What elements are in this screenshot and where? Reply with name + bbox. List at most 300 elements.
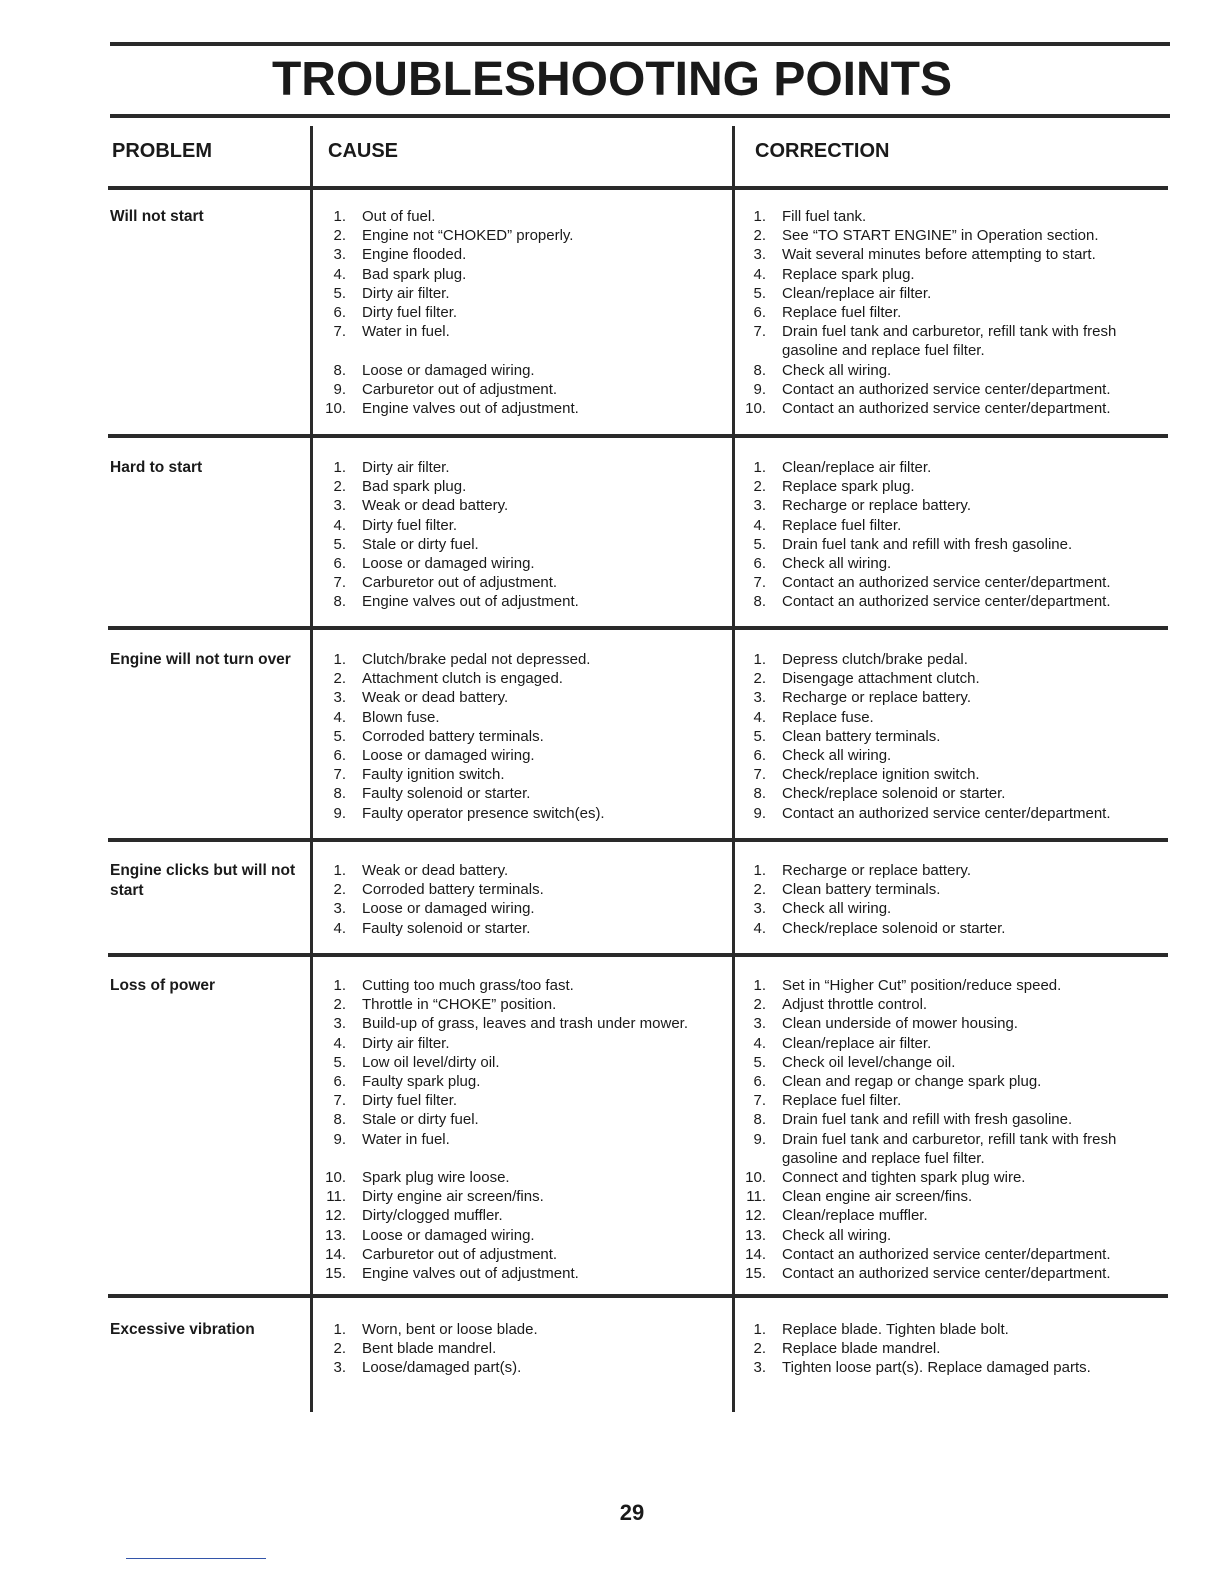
list-item [318, 303, 718, 322]
item-number: 3. [753, 497, 766, 515]
list-item [738, 496, 1168, 515]
item-text: Faulty ignition switch. [362, 766, 505, 784]
item-number: 3. [753, 900, 766, 918]
item-number: 14. [325, 1245, 346, 1263]
item-number: 2. [333, 996, 346, 1014]
item-text: Bad spark plug. [362, 478, 467, 496]
item-text: Depress clutch/brake pedal. [782, 651, 968, 668]
list-item [318, 765, 718, 784]
item-number: 7. [753, 766, 766, 784]
list-item [738, 592, 1168, 611]
item-number: 3. [333, 1359, 346, 1377]
list-item [738, 399, 1168, 418]
item-text: Disengage attachment clutch. [782, 670, 980, 688]
item-text: Carburetor out of adjustment. [362, 380, 558, 398]
item-number: 3. [753, 1015, 766, 1033]
item-text: Drain fuel tank and refill with fresh gasoline. [782, 535, 1073, 553]
section-rule [108, 626, 1168, 630]
item-text: Contact an authorized service center/department. [782, 380, 1111, 398]
item-text: gasoline and replace fuel filter. [782, 342, 985, 360]
item-text: Engine not “CHOKED” properly. [362, 227, 574, 245]
item-number: 15. [745, 1265, 766, 1283]
list-item [738, 477, 1168, 496]
list-item [318, 708, 718, 727]
item-number: 1. [753, 977, 766, 994]
list-item [318, 746, 718, 765]
item-number: 1. [753, 208, 766, 225]
item-number: 10. [325, 1169, 346, 1187]
list-item [318, 361, 718, 380]
item-text: Faulty solenoid or starter. [362, 919, 531, 937]
list-item [318, 1149, 718, 1168]
item-number: 2. [753, 881, 766, 899]
page-number: 29 [619, 1500, 645, 1525]
list-item [738, 688, 1168, 707]
item-number: 1. [753, 651, 766, 668]
item-text: Carburetor out of adjustment. [362, 1245, 558, 1263]
list-item [738, 1168, 1168, 1187]
list-item [738, 380, 1168, 399]
item-text: Water in fuel. [362, 1130, 450, 1148]
list-item [318, 1110, 718, 1129]
column-divider-correction [732, 126, 735, 1412]
item-number: 9. [753, 804, 766, 822]
item-number: 9. [753, 380, 766, 398]
item-number: 12. [745, 1207, 766, 1225]
item-number: 13. [325, 1226, 346, 1244]
item-text: Check/replace solenoid or starter. [782, 785, 1006, 803]
item-number: 7. [333, 766, 346, 784]
section-rule [108, 1294, 1168, 1298]
list-item [318, 1320, 718, 1339]
item-text: Stale or dirty fuel. [362, 1111, 479, 1129]
list-item [318, 226, 718, 245]
item-text: Loose/damaged part(s). [362, 1359, 522, 1377]
list-item [318, 650, 718, 669]
item-number: 10. [325, 400, 346, 418]
correction-list [738, 1320, 1168, 1378]
item-number: 5. [333, 727, 346, 745]
item-number: 1. [333, 208, 346, 225]
list-item [738, 1358, 1168, 1377]
list-item [318, 573, 718, 592]
list-item [738, 1264, 1168, 1283]
item-text: Wait several minutes before attempting to start. [782, 246, 1096, 264]
list-item [318, 669, 718, 688]
list-item [738, 919, 1168, 938]
list-item [318, 284, 718, 303]
item-text: Replace blade. Tighten blade bolt. [782, 1321, 1009, 1338]
list-item [318, 899, 718, 918]
item-text: Clean/replace air filter. [782, 1034, 932, 1052]
list-item [738, 1226, 1168, 1245]
cause-list [318, 976, 718, 1283]
item-number: 2. [333, 227, 346, 245]
top-rule [110, 42, 1170, 46]
item-text: Replace fuel filter. [782, 1092, 902, 1110]
list-item [738, 899, 1168, 918]
item-number: 3. [333, 497, 346, 515]
item-text: Dirty fuel filter. [362, 304, 458, 322]
item-number: 1. [333, 459, 346, 476]
item-text: Recharge or replace battery. [782, 497, 971, 515]
item-number: 8. [333, 785, 346, 803]
list-item [318, 1168, 718, 1187]
list-item [738, 322, 1168, 341]
item-text: Recharge or replace battery. [782, 862, 971, 879]
item-text: Weak or dead battery. [362, 862, 509, 879]
list-item [318, 245, 718, 264]
item-number: 4. [333, 265, 346, 283]
item-number: 1. [333, 651, 346, 668]
item-number: 4. [753, 919, 766, 937]
item-number: 13. [745, 1226, 766, 1244]
item-number: 6. [753, 1073, 766, 1091]
item-number: 2. [753, 227, 766, 245]
item-text: Clean underside of mower housing. [782, 1015, 1018, 1033]
item-number: 8. [753, 1111, 766, 1129]
list-item [318, 995, 718, 1014]
correction-list [738, 207, 1168, 418]
item-number: 3. [753, 1359, 766, 1377]
header-rule [108, 186, 1168, 190]
item-text: Loose or damaged wiring. [362, 900, 535, 918]
item-number: 1. [333, 1321, 346, 1338]
header-problem: PROBLEM [112, 140, 212, 162]
item-text: gasoline and replace fuel filter. [782, 1149, 985, 1167]
item-text: Check/replace ignition switch. [782, 766, 980, 784]
section-rule [108, 838, 1168, 842]
item-number: 3. [753, 689, 766, 707]
item-text: Engine valves out of adjustment. [362, 400, 579, 418]
cause-list [318, 650, 718, 823]
item-number: 6. [333, 747, 346, 765]
item-number: 9. [333, 380, 346, 398]
item-number: 5. [333, 535, 346, 553]
list-item [318, 207, 718, 226]
item-text: Set in “Higher Cut” position/reduce speed. [782, 977, 1062, 994]
correction-list [738, 861, 1168, 938]
item-number: 10. [745, 400, 766, 418]
item-text: Contact an authorized service center/department. [782, 574, 1111, 592]
item-number: 6. [333, 304, 346, 322]
item-number: 4. [753, 265, 766, 283]
item-text: Recharge or replace battery. [782, 689, 971, 707]
item-text: Replace fuse. [782, 708, 874, 726]
list-item [318, 516, 718, 535]
item-text: Blown fuse. [362, 708, 440, 726]
item-text: Throttle in “CHOKE” position. [362, 996, 557, 1014]
item-text: Replace spark plug. [782, 478, 915, 496]
item-text: Connect and tighten spark plug wire. [782, 1169, 1026, 1187]
item-text: Clean and regap or change spark plug. [782, 1073, 1042, 1091]
column-divider-cause [310, 126, 313, 1412]
list-item [318, 535, 718, 554]
item-number: 4. [333, 1034, 346, 1052]
item-number: 7. [333, 1092, 346, 1110]
correction-list [738, 650, 1168, 823]
list-item [738, 784, 1168, 803]
item-number: 3. [333, 1015, 346, 1033]
item-number: 4. [753, 708, 766, 726]
problem-label: Will not start [110, 208, 204, 225]
item-text: Replace spark plug. [782, 265, 915, 283]
item-text: Drain fuel tank and carburetor, refill tank with fresh [782, 323, 1117, 341]
item-text: Faulty solenoid or starter. [362, 785, 531, 803]
item-number: 1. [333, 862, 346, 879]
item-text: Weak or dead battery. [362, 689, 509, 707]
item-text: Weak or dead battery. [362, 497, 509, 515]
list-item [318, 1130, 718, 1149]
problem-label: Excessive vibration [110, 1321, 255, 1338]
item-number: 5. [753, 727, 766, 745]
list-item [318, 880, 718, 899]
list-item [738, 284, 1168, 303]
item-text: Check all wiring. [782, 1226, 892, 1244]
list-item [738, 727, 1168, 746]
item-number: 7. [333, 323, 346, 341]
list-item [318, 1339, 718, 1358]
item-number: 8. [753, 785, 766, 803]
title-bottom-rule [110, 114, 1170, 118]
list-item [738, 995, 1168, 1014]
item-number: 8. [333, 593, 346, 611]
item-number: 6. [333, 555, 346, 573]
item-number: 4. [753, 1034, 766, 1052]
item-number: 1. [753, 1321, 766, 1338]
item-number: 11. [326, 1188, 346, 1206]
list-item [318, 477, 718, 496]
item-text: Corroded battery terminals. [362, 727, 544, 745]
problem-label: Engine clicks but will not start [110, 862, 296, 899]
footer-line [126, 1558, 266, 1559]
item-number: 9. [333, 1130, 346, 1148]
item-text: Contact an authorized service center/department. [782, 1245, 1111, 1263]
item-text: Clutch/brake pedal not depressed. [362, 651, 591, 668]
list-item [318, 784, 718, 803]
list-item [738, 361, 1168, 380]
list-item [738, 341, 1168, 360]
item-text: Spark plug wire loose. [362, 1169, 510, 1187]
item-text: Faulty operator presence switch(es). [362, 804, 605, 822]
problem-label: Hard to start [110, 459, 203, 476]
list-item [318, 861, 718, 880]
item-text: Check all wiring. [782, 747, 892, 765]
item-number: 5. [333, 284, 346, 302]
item-number: 8. [753, 593, 766, 611]
correction-list [738, 458, 1168, 612]
item-number: 2. [333, 670, 346, 688]
list-item [318, 1187, 718, 1206]
item-text: Attachment clutch is engaged. [362, 670, 563, 688]
cause-list [318, 458, 718, 612]
item-text: Carburetor out of adjustment. [362, 574, 558, 592]
list-item [738, 573, 1168, 592]
item-number: 4. [753, 516, 766, 534]
list-item [318, 1358, 718, 1377]
list-item [738, 1339, 1168, 1358]
list-item [318, 727, 718, 746]
list-item [318, 592, 718, 611]
list-item [738, 1072, 1168, 1091]
item-text: Dirty air filter. [362, 1034, 450, 1052]
list-item [318, 919, 718, 938]
item-text: Clean/replace air filter. [782, 284, 932, 302]
list-item [738, 554, 1168, 573]
list-item [318, 322, 718, 341]
item-text: Corroded battery terminals. [362, 881, 544, 899]
item-text: Fill fuel tank. [782, 208, 867, 225]
item-text: Out of fuel. [362, 208, 436, 225]
list-item [318, 1226, 718, 1245]
header-cause: CAUSE [328, 140, 399, 162]
cause-list [318, 207, 718, 418]
correction-list [738, 976, 1168, 1283]
item-text: Engine valves out of adjustment. [362, 593, 579, 611]
item-text: Worn, bent or loose blade. [362, 1321, 538, 1338]
list-item [738, 535, 1168, 554]
item-text: Loose or damaged wiring. [362, 361, 535, 379]
item-text: Engine valves out of adjustment. [362, 1265, 579, 1283]
item-number: 10. [745, 1169, 766, 1187]
list-item [318, 1053, 718, 1072]
list-item [318, 1014, 718, 1033]
cause-list [318, 861, 718, 938]
list-item [738, 226, 1168, 245]
section-rule [108, 953, 1168, 957]
item-text: Drain fuel tank and refill with fresh gasoline. [782, 1111, 1073, 1129]
problem-label: Engine will not turn over [110, 651, 291, 668]
item-text: Faulty spark plug. [362, 1073, 481, 1091]
item-number: 9. [333, 804, 346, 822]
item-text: Clean battery terminals. [782, 727, 941, 745]
item-number: 1. [753, 459, 766, 476]
list-item [738, 669, 1168, 688]
list-item [738, 1110, 1168, 1129]
list-item [318, 341, 718, 360]
item-number: 2. [333, 881, 346, 899]
list-item [318, 688, 718, 707]
list-item [318, 1034, 718, 1053]
item-text: Clean/replace air filter. [782, 459, 932, 476]
list-item [738, 207, 1168, 226]
item-text: Dirty air filter. [362, 459, 450, 476]
list-item [318, 458, 718, 477]
item-text: Dirty engine air screen/fins. [362, 1188, 544, 1206]
item-number: 1. [333, 977, 346, 994]
item-number: 8. [753, 361, 766, 379]
list-item [318, 1264, 718, 1283]
item-number: 6. [753, 555, 766, 573]
list-item [738, 1149, 1168, 1168]
item-number: 9. [753, 1130, 766, 1148]
list-item [738, 861, 1168, 880]
item-number: 5. [753, 284, 766, 302]
item-text: Drain fuel tank and carburetor, refill tank with fresh [782, 1130, 1117, 1148]
item-number: 5. [753, 1053, 766, 1071]
list-item [738, 880, 1168, 899]
item-number: 7. [753, 574, 766, 592]
list-item [738, 1034, 1168, 1053]
list-item [318, 554, 718, 573]
item-text: Replace fuel filter. [782, 304, 902, 322]
item-text: Water in fuel. [362, 323, 450, 341]
list-item [738, 804, 1168, 823]
item-number: 3. [333, 900, 346, 918]
item-text: Check all wiring. [782, 361, 892, 379]
item-text: Contact an authorized service center/department. [782, 400, 1111, 418]
list-item [318, 265, 718, 284]
item-text: Bad spark plug. [362, 265, 467, 283]
item-number: 5. [333, 1053, 346, 1071]
item-text: Cutting too much grass/too fast. [362, 977, 574, 994]
item-number: 4. [333, 919, 346, 937]
list-item [318, 804, 718, 823]
item-text: Bent blade mandrel. [362, 1340, 497, 1358]
header-correction: CORRECTION [755, 140, 890, 162]
item-number: 6. [753, 304, 766, 322]
list-item [738, 1187, 1168, 1206]
list-item [738, 1091, 1168, 1110]
list-item [738, 1320, 1168, 1339]
item-text: Contact an authorized service center/department. [782, 804, 1111, 822]
item-number: 2. [333, 1340, 346, 1358]
item-text: Loose or damaged wiring. [362, 1226, 535, 1244]
item-text: Check all wiring. [782, 900, 892, 918]
item-number: 12. [325, 1207, 346, 1225]
item-text: Check oil level/change oil. [782, 1053, 956, 1071]
list-item [738, 245, 1168, 264]
item-text: Loose or damaged wiring. [362, 555, 535, 573]
item-number: 4. [333, 708, 346, 726]
item-text: Contact an authorized service center/department. [782, 593, 1111, 611]
list-item [738, 458, 1168, 477]
cause-list [318, 1320, 718, 1378]
section-rule [108, 434, 1168, 438]
item-text: Check/replace solenoid or starter. [782, 919, 1006, 937]
list-item [738, 1245, 1168, 1264]
item-number: 2. [753, 478, 766, 496]
item-text: See “TO START ENGINE” in Operation section. [782, 227, 1099, 245]
item-text: Build-up of grass, leaves and trash under mower. [362, 1015, 689, 1033]
item-text: Dirty air filter. [362, 284, 450, 302]
item-text: Clean battery terminals. [782, 881, 941, 899]
list-item [318, 976, 718, 995]
item-text: Check all wiring. [782, 555, 892, 573]
list-item [738, 303, 1168, 322]
list-item [318, 380, 718, 399]
item-text: Low oil level/dirty oil. [362, 1053, 500, 1071]
item-text: Dirty/clogged muffler. [362, 1207, 503, 1225]
item-number: 8. [333, 1111, 346, 1129]
item-text: Replace blade mandrel. [782, 1340, 941, 1358]
item-text: Clean/replace muffler. [782, 1207, 928, 1225]
item-number: 1. [753, 862, 766, 879]
item-number: 2. [753, 1340, 766, 1358]
item-number: 14. [745, 1245, 766, 1263]
item-number: 7. [753, 1092, 766, 1110]
item-text: Clean engine air screen/fins. [782, 1188, 973, 1206]
list-item [318, 1245, 718, 1264]
item-text: Dirty fuel filter. [362, 516, 458, 534]
item-text: Replace fuel filter. [782, 516, 902, 534]
list-item [318, 1091, 718, 1110]
list-item [738, 650, 1168, 669]
list-item [318, 496, 718, 515]
list-item [738, 765, 1168, 784]
item-number: 6. [753, 747, 766, 765]
item-text: Adjust throttle control. [782, 996, 928, 1014]
